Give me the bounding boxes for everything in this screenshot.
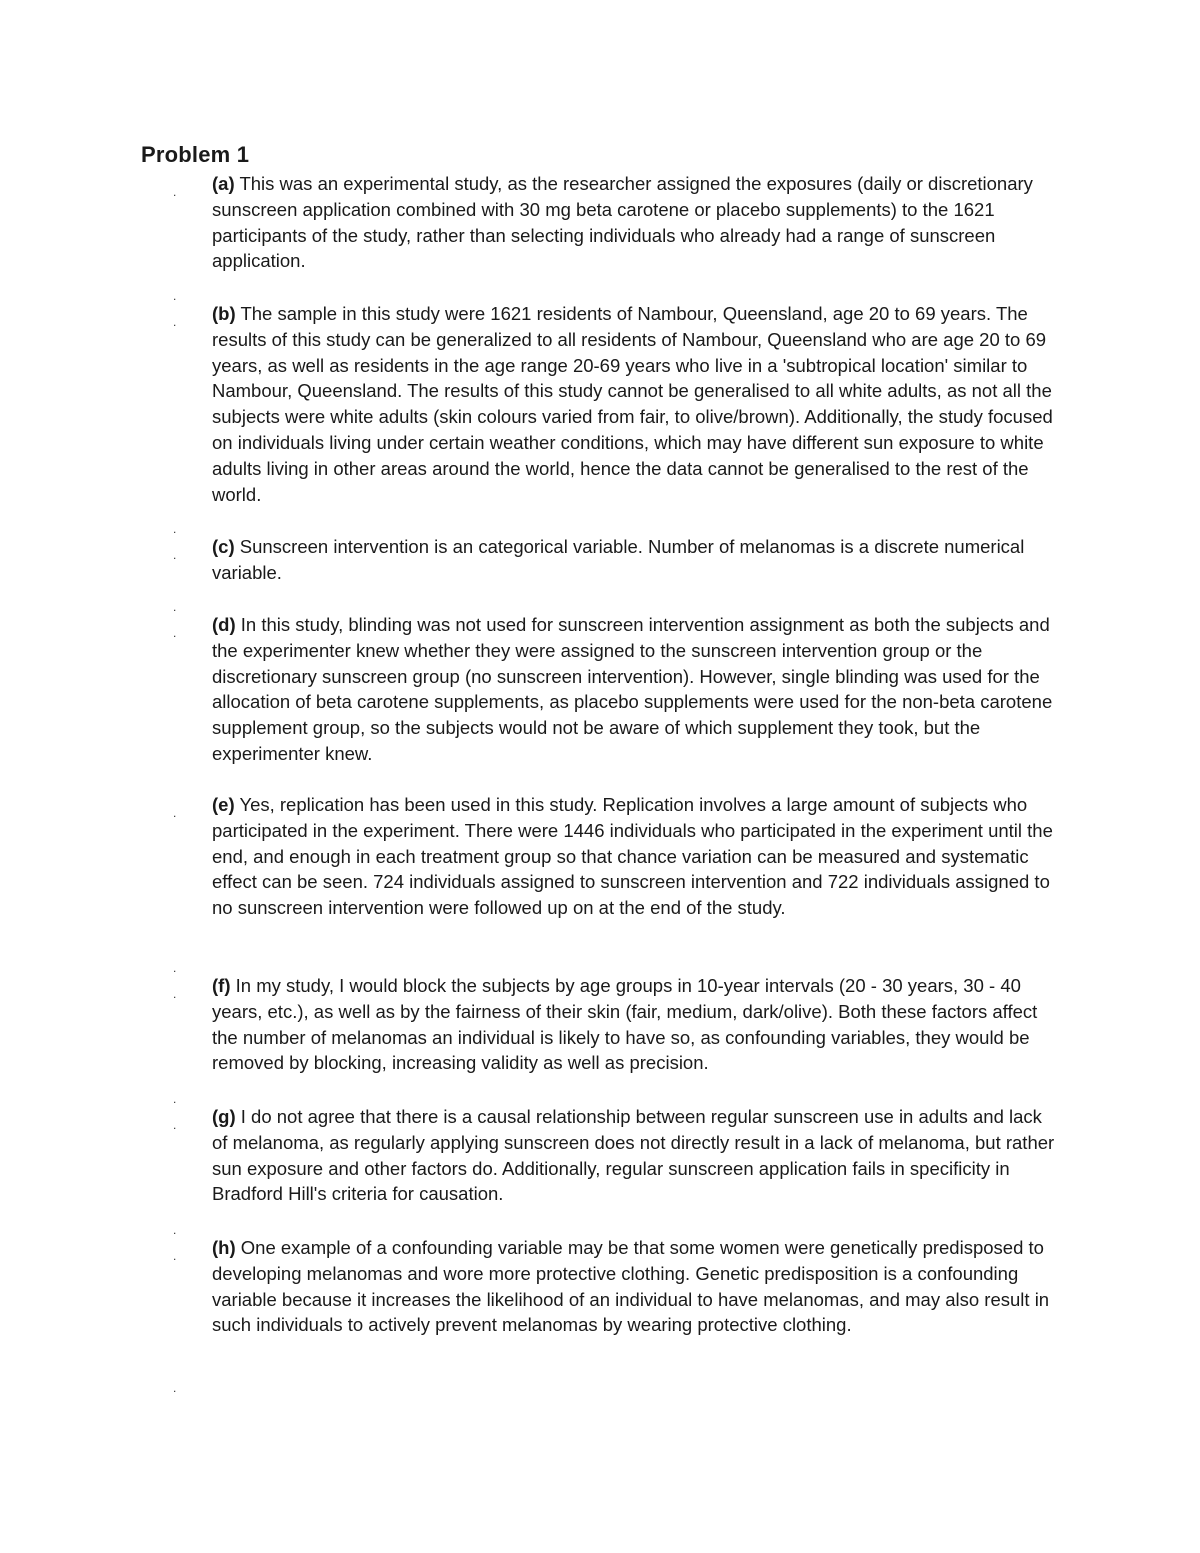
list-bullet: . xyxy=(173,289,177,303)
answer-b xyxy=(212,301,1062,507)
answer-f xyxy=(212,973,1062,1076)
list-bullet: . xyxy=(173,600,177,614)
list-bullet: . xyxy=(173,548,177,562)
list-bullet: . xyxy=(173,961,177,975)
answer-text: In this study, blinding was not used for sunscreen intervention assignment as both the subjects and the experimenter knew whether they were assigned to the sunscreen intervention group or the discretionary sunscreen group (no sunscreen intervention). However, single blinding was used for the allocation of beta carotene supplements, as placebo supplements were used for the non-beta carotene supplement group, so the subjects would not be aware of which supplement they took, but the experimenter knew. xyxy=(212,614,1053,764)
answer-text: This was an experimental study, as the researcher assigned the exposures (daily or discretionary sunscreen application combined with 30 mg beta carotene or placebo supplements) to the 1621 participants of the study, rather than selecting individuals who already had a range of sunscreen application. xyxy=(212,173,1033,272)
list-bullet: . xyxy=(173,1223,177,1237)
answer-e xyxy=(212,792,1062,921)
list-bullet: . xyxy=(173,1118,177,1132)
answer-label: (a) xyxy=(212,173,235,194)
answer-text: The sample in this study were 1621 residents of Nambour, Queensland, age 20 to 69 years. The results of this study can be generalized to all residents of Nambour, Queensland who are age 20 to 69 years, as well as residents in the age range 20-69 years who live in a 'subtropical location' similar to Nambour, Queensland. The results of this study cannot be generalised to all white adults, as not all the subjects were white adults (skin colours varied from fair, to olive/brown). Additionally, the study focused on individuals living under certain weather conditions, which may have different sun exposure to white adults living in other areas around the world, hence the data cannot be generalised to the rest of the world. xyxy=(212,303,1053,505)
list-bullet: . xyxy=(173,1249,177,1263)
answer-label: (g) xyxy=(212,1106,236,1127)
list-bullet: . xyxy=(173,315,177,329)
answer-d xyxy=(212,612,1062,767)
answer-text: Sunscreen intervention is an categorical variable. Number of melanomas is a discrete numerical variable. xyxy=(212,536,1025,583)
list-bullet: . xyxy=(173,185,177,199)
answer-label: (e) xyxy=(212,794,235,815)
answer-label: (b) xyxy=(212,303,236,324)
answer-label: (c) xyxy=(212,536,235,557)
answer-label: (d) xyxy=(212,614,236,635)
answer-g xyxy=(212,1104,1062,1207)
answer-text: I do not agree that there is a causal relationship between regular sunscreen use in adults and lack of melanoma, as regularly applying sunscreen does not directly result in a lack of melanoma, but rather sun exposure and other factors do. Additionally, regular sunscreen application fails in specificity in Bradford Hill's criteria for causation. xyxy=(212,1106,1055,1205)
answer-text: Yes, replication has been used in this study. Replication involves a large amount of subjects who participated in the experiment. There were 1446 individuals who participated in the experiment until the end, and enough in each treatment group so that chance variation can be measured and systematic effect can be seen. 724 individuals assigned to sunscreen intervention and 722 individuals assigned to no sunscreen intervention were followed up on at the end of the study. xyxy=(212,794,1053,919)
list-bullet: . xyxy=(173,806,177,820)
list-bullet: . xyxy=(173,1381,177,1395)
answer-text: One example of a confounding variable may be that some women were genetically predisposed to developing melanomas and wore more protective clothing. Genetic predisposition is a confounding variable because it increases the likelihood of an individual to have melanomas, and may also result in such individuals to actively prevent melanomas by wearing protective clothing. xyxy=(212,1237,1050,1336)
list-bullet: . xyxy=(173,626,177,640)
list-bullet: . xyxy=(173,1092,177,1106)
list-bullet: . xyxy=(173,987,177,1001)
answer-h xyxy=(212,1235,1062,1338)
answer-label: (h) xyxy=(212,1237,236,1258)
answer-label: (f) xyxy=(212,975,231,996)
list-bullet: . xyxy=(173,522,177,536)
page-title: Problem 1 xyxy=(141,142,250,167)
answer-text: In my study, I would block the subjects by age groups in 10-year intervals (20 - 30 years, 30 - 40 years, etc.), as well as by the fairness of their skin (fair, medium, dark/olive). Both these factors affect the number of melanomas an individual is likely to have so, as confounding variables, they would be removed by blocking, increasing validity as well as precision. xyxy=(212,975,1038,1074)
answer-a xyxy=(212,171,1062,274)
answer-c xyxy=(212,534,1062,586)
